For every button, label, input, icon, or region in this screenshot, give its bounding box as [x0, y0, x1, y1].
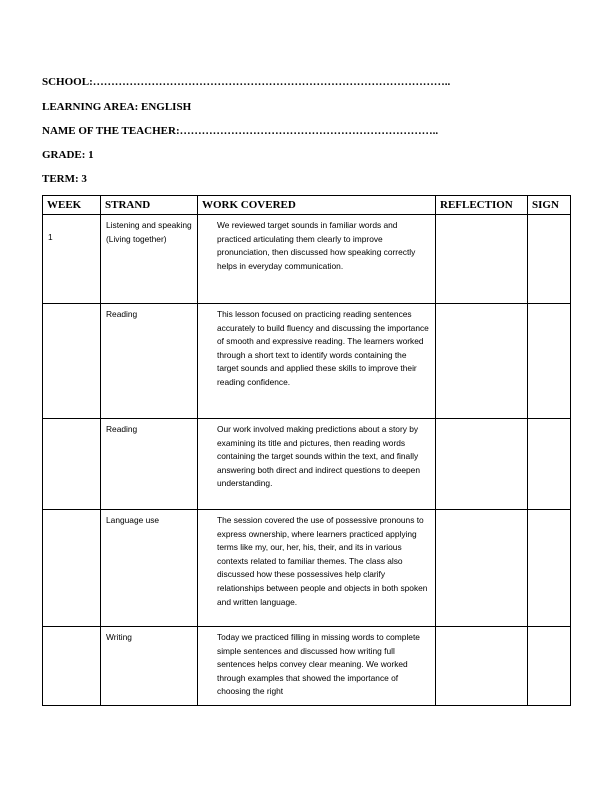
column-header-reflection: REFLECTION: [436, 196, 528, 215]
strand-cell: Reading: [101, 419, 198, 510]
strand-cell: Language use: [101, 510, 198, 627]
table-row: [43, 419, 571, 510]
column-header-week: WEEK: [43, 196, 101, 215]
strand-cell: Writing: [101, 627, 198, 706]
column-header-strand: STRAND: [101, 196, 198, 215]
column-header-sign: SIGN: [528, 196, 571, 215]
strand-cell: Listening and speaking (Living together): [101, 215, 198, 304]
sign-cell: [528, 627, 571, 706]
table-row: [43, 215, 571, 304]
work-covered-cell: Our work involved making predictions about a story by examining its title and pictures, then reading words containing the target sounds within the text, and finally answering both direct and indirect questions to deepen understanding.: [198, 419, 436, 510]
reflection-cell: [436, 215, 528, 304]
reflection-cell: [436, 627, 528, 706]
reflection-cell: [436, 304, 528, 419]
sign-cell: [528, 419, 571, 510]
sign-cell: [528, 510, 571, 627]
week-cell: [43, 304, 101, 419]
reflection-cell: [436, 510, 528, 627]
work-covered-cell: We reviewed target sounds in familiar words and practiced articulating them clearly to improve pronunciation, then discussed how speaking correctly helps in everyday communication.: [198, 215, 436, 304]
week-cell: [43, 510, 101, 627]
work-covered-cell: This lesson focused on practicing reading sentences accurately to build fluency and discussing the importance of smooth and expressive reading. The learners worked through a short text to identify words containing the target sounds and applied these skills to improve their reading confidence.: [198, 304, 436, 419]
reflection-cell: [436, 419, 528, 510]
learning-area-line: LEARNING AREA: ENGLISH: [42, 101, 192, 113]
work-covered-cell: The session covered the use of possessive pronouns to express ownership, where learners practiced applying terms like my, our, her, his, their, and its in various contexts related to familiar themes. The class also discussed how these possessives help clarify relationships between people and objects in both spoken and written language.: [198, 510, 436, 627]
table-header-row: [43, 196, 571, 215]
teacher-name-line: NAME OF THE TEACHER:……………………………………………………………..: [42, 125, 439, 137]
term-line: TERM: 3: [42, 173, 87, 185]
record-of-work-table: [42, 195, 571, 706]
school-line: SCHOOL:……………………………………………………………………………………..: [42, 76, 451, 88]
grade-line: GRADE: 1: [42, 149, 94, 161]
table-row: [43, 510, 571, 627]
table-row: [43, 627, 571, 706]
table-row: [43, 304, 571, 419]
week-cell: [43, 419, 101, 510]
week-cell: [43, 627, 101, 706]
column-header-work-covered: WORK COVERED: [198, 196, 436, 215]
strand-cell: Reading: [101, 304, 198, 419]
work-covered-cell: Today we practiced filling in missing words to complete simple sentences and discussed how writing full sentences helps convey clear meaning. We worked through examples that showed the importance of choosing the right: [198, 627, 436, 706]
week-cell: 1: [43, 215, 101, 304]
sign-cell: [528, 304, 571, 419]
sign-cell: [528, 215, 571, 304]
